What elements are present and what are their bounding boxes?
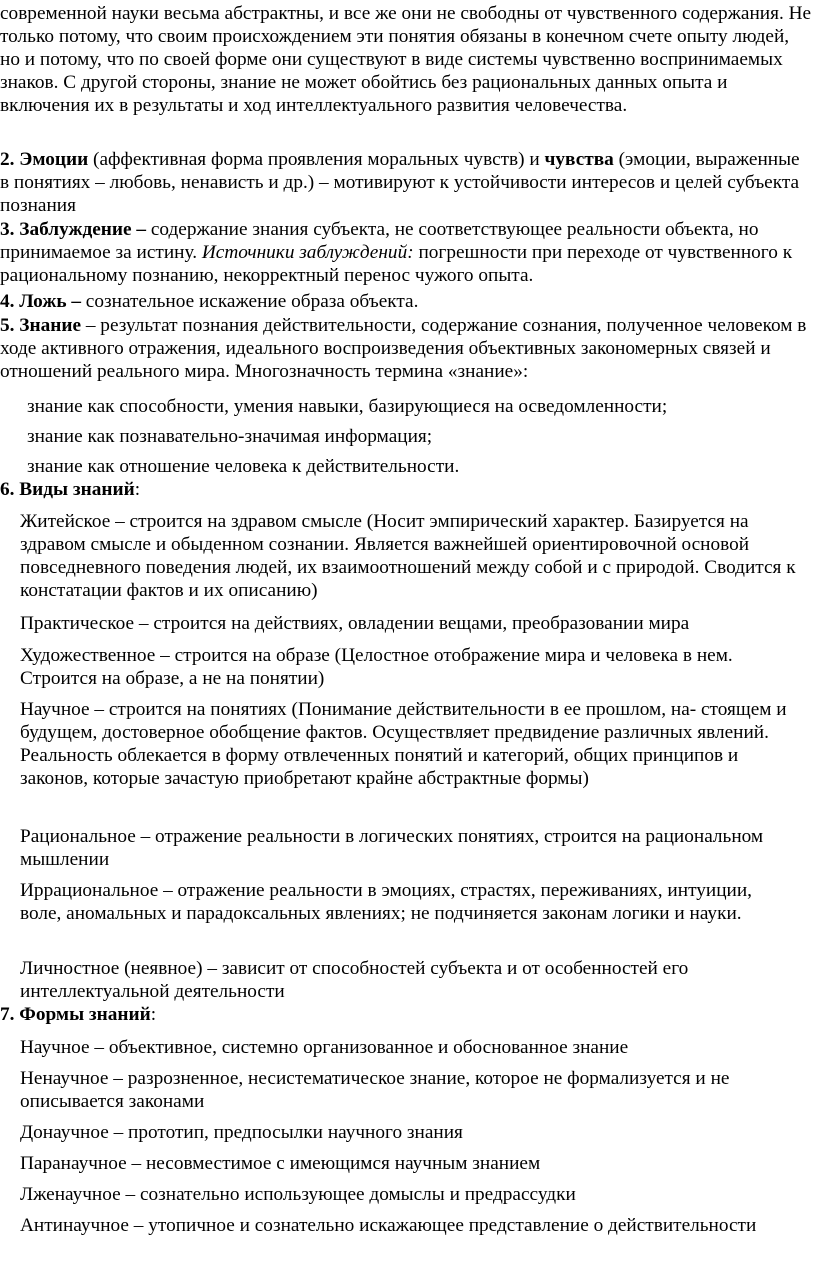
knowledge-form-item: Донаучное – прототип, предпосылки научного знания [20, 1122, 463, 1143]
term-feelings: чувства [544, 149, 614, 170]
term-delusion: Заблуждение – [19, 219, 147, 240]
intro-paragraph: современной науки весьма абстрактны, и все же они не свободны от чувственного содержания. Не только потому, что своим происхождением эти понятия обязаны в конечном счете опыту людей, но и потому, что по своей форме они существуют в виде системы чувственно воспринимаемых знаков. С другой стороны, знание не может обойтись без рациональных данных опыта и включения их в результаты и ход интеллектуального развития человечества. [0, 3, 812, 116]
item-knowledge-types-heading: 6. Виды знаний: [0, 479, 141, 500]
item-number: 4. [0, 291, 15, 312]
term-lie: Ложь – [19, 291, 81, 312]
knowledge-type-item: Рациональное – отражение реальности в логических понятиях, строится на рациональном мышлении [20, 826, 764, 870]
knowledge-form-item: Ненаучное – разрозненное, несистематическое знание, которое не формализуется и не описывается законами [20, 1068, 730, 1112]
knowledge-meaning: знание как способности, умения навыки, базирующиеся на осведомленности; [27, 396, 668, 417]
term-emotions: Эмоции [19, 149, 89, 170]
delusion-sources-label: Источники заблуждений: [201, 242, 414, 263]
item-number: 6. [0, 479, 15, 500]
term-knowledge-forms: Формы знаний [19, 1004, 151, 1025]
knowledge-form-item: Лженаучное – сознательно использующее домыслы и предрассудки [20, 1184, 576, 1205]
knowledge-type-item: Практическое – строится на действиях, овладении вещами, преобразовании мира [20, 613, 690, 634]
knowledge-meaning: знание как познавательно-значимая информация; [27, 426, 433, 447]
item-emotions: 2. Эмоции (аффективная форма проявления моральных чувств) и чувства (эмоции, выраженные в понятиях – любовь, ненависть и др.) – мотивируют к устойчивости интересов и целей субъекта познания [0, 149, 800, 216]
item-knowledge: 5. Знание – результат познания действительности, содержание сознания, полученное человеком в ходе активного отражения, идеального воспроизведения объективных закономерных связей и отношений реального мира. Многозначность термина «знание»: [0, 315, 807, 382]
item-number: 7. [0, 1004, 15, 1025]
knowledge-form-item: Паранаучное – несовместимое с имеющимся научным знанием [20, 1153, 541, 1174]
item-knowledge-forms-heading: 7. Формы знаний: [0, 1004, 157, 1025]
term-knowledge: Знание [19, 315, 82, 336]
knowledge-form-item: Антинаучное – утопичное и сознательно искажающее представление о действительности [20, 1215, 757, 1236]
term-knowledge-types: Виды знаний [19, 479, 135, 500]
knowledge-meaning: знание как отношение человека к действительности. [27, 456, 460, 477]
knowledge-type-item: Художественное – строится на образе (Целостное отображение мира и человека в нем. Строится на образе, а не на понятии) [20, 645, 733, 689]
item-number: 5. [0, 315, 15, 336]
item-lie: 4. Ложь – сознательное искажение образа объекта. [0, 291, 419, 312]
item-number: 3. [0, 219, 15, 240]
knowledge-form-item: Научное – объективное, системно организованное и обоснованное знание [20, 1037, 629, 1058]
knowledge-type-item: Житейское – строится на здравом смысле (Носит эмпирический характер. Базируется на здравом смысле и обыденном сознании. Является важнейшей ориентировочной основой повседневного поведения людей, их взаимоотношений между собой и с природой. Сводится к констатации фактов и их описанию) [20, 511, 796, 601]
item-delusion: 3. Заблуждение – содержание знания субъекта, не соответствующее реальности объекта, но принимаемое за истину. Источники заблуждений: погрешности при переходе от чувственного к рациональному познанию, некорректный перенос чужого опыта. [0, 219, 793, 286]
knowledge-type-item: Иррациональное – отражение реальности в эмоциях, страстях, переживаниях, интуиции, воле, аномальных и парадоксальных явлениях; не подчиняется законам логики и науки. [20, 880, 752, 924]
knowledge-type-item: Личностное (неявное) – зависит от способностей субъекта и от особенностей его интеллектуальной деятельности [20, 958, 689, 1002]
item-number: 2. [0, 149, 15, 170]
knowledge-type-item: Научное – строится на понятиях (Понимание действительности в ее прошлом, на- стоящем и будущем, достоверное обобщение фактов. Осуществляет предвидение различных явлений. Реальность облекается в форму отвлеченных понятий и категорий, общих принципов и законов, которые зачастую приобретают крайне абстрактные формы) [20, 699, 787, 789]
